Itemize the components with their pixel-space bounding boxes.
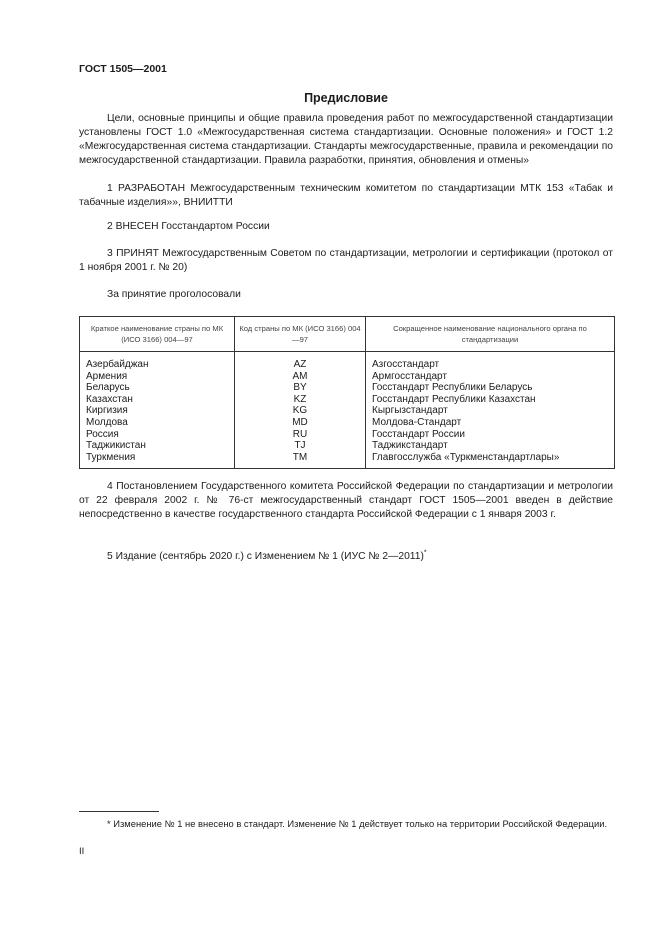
country-code: BY [235, 382, 366, 394]
footnote-mark: * [423, 549, 427, 557]
column-header-code: Код страны по МК (ИСО 3166) 004—97 [235, 317, 366, 352]
standards-body: Госстандарт России [366, 429, 615, 441]
country-code: AM [235, 371, 366, 383]
country-name: Беларусь [80, 382, 235, 394]
document-id-header: ГОСТ 1505—2001 [79, 63, 167, 75]
voting-table [79, 316, 615, 469]
country-name: Молдова [80, 417, 235, 429]
country-name: Казахстан [80, 394, 235, 406]
column-header-body: Сокращенное наименование национального органа по стандартизации [366, 317, 615, 352]
standards-body: Кыргызстандарт [366, 405, 615, 417]
table-row [80, 429, 615, 441]
item-edition [107, 550, 427, 564]
country-code: TM [235, 452, 366, 469]
table-row [80, 440, 615, 452]
column-header-country: Краткое наименование страны по МК (ИСО 3166) 004—97 [80, 317, 235, 352]
standards-body: Главгосслужба «Туркменстандартлары» [366, 452, 615, 469]
table-row [80, 352, 615, 371]
country-name: Россия [80, 429, 235, 441]
item-edition-text: 5 Издание (сентябрь 2020 г.) с Изменением № 1 (ИУС № 2—2011) [107, 551, 424, 562]
country-code: RU [235, 429, 366, 441]
country-code: KZ [235, 394, 366, 406]
country-name: Туркмения [80, 452, 235, 469]
intro-paragraph: Цели, основные принципы и общие правила проведения работ по межгосударственной стандартизации установлены ГОСТ 1.0 «Межгосударственная система стандартизации. Основные положения» и ГОСТ 1.2 «Межгосударственная система стандартизации. Стандарты межгосударственные, правила и рекомендации по межгосударственной стандартизации. Правила разработки, принятия, обновления и отмены» [79, 113, 613, 166]
country-name: Киргизия [80, 405, 235, 417]
table-header-row [80, 317, 615, 352]
standards-body: Армгосстандарт [366, 371, 615, 383]
standards-body: Молдова-Стандарт [366, 417, 615, 429]
table-row [80, 371, 615, 383]
voted-label: За принятие проголосовали [107, 289, 241, 300]
page-title: Предисловие [304, 91, 388, 105]
item-developed: 1 РАЗРАБОТАН Межгосударственным техническим комитетом по стандартизации МТК 153 «Табак и табачные изделия»», ВНИИТТИ [79, 183, 613, 208]
table-row [80, 394, 615, 406]
table-row [80, 417, 615, 429]
country-name: Армения [80, 371, 235, 383]
country-name: Азербайджан [80, 352, 235, 371]
footnote: * Изменение № 1 не внесено в стандарт. Изменение № 1 действует только на территории Российской Федерации. [107, 818, 608, 829]
country-code: TJ [235, 440, 366, 452]
country-code: MD [235, 417, 366, 429]
item-submitted: 2 ВНЕСЕН Госстандартом России [107, 221, 270, 232]
table-row [80, 452, 615, 469]
standards-body: Таджикстандарт [366, 440, 615, 452]
country-code: KG [235, 405, 366, 417]
country-code: AZ [235, 352, 366, 371]
country-name: Таджикистан [80, 440, 235, 452]
item-adopted: 3 ПРИНЯТ Межгосударственным Советом по стандартизации, метрологии и сертификации (протокол от 1 ноября 2001 г. № 20) [79, 248, 613, 273]
item-enacted: 4 Постановлением Государственного комитета Российской Федерации по стандартизации и метрологии от 22 февраля 2002 г. № 76-ст межгосударственный стандарт ГОСТ 1505—2001 введен в действие непосредственно в качестве государственного стандарта Российской Федерации с 1 января 2003 г. [79, 481, 613, 520]
table-row [80, 382, 615, 394]
page-number: II [79, 846, 85, 857]
footnote-divider [79, 811, 159, 812]
standards-body: Азгосстандарт [366, 352, 615, 371]
standards-body: Госстандарт Республики Казахстан [366, 394, 615, 406]
standards-body: Госстандарт Республики Беларусь [366, 382, 615, 394]
table-row [80, 405, 615, 417]
